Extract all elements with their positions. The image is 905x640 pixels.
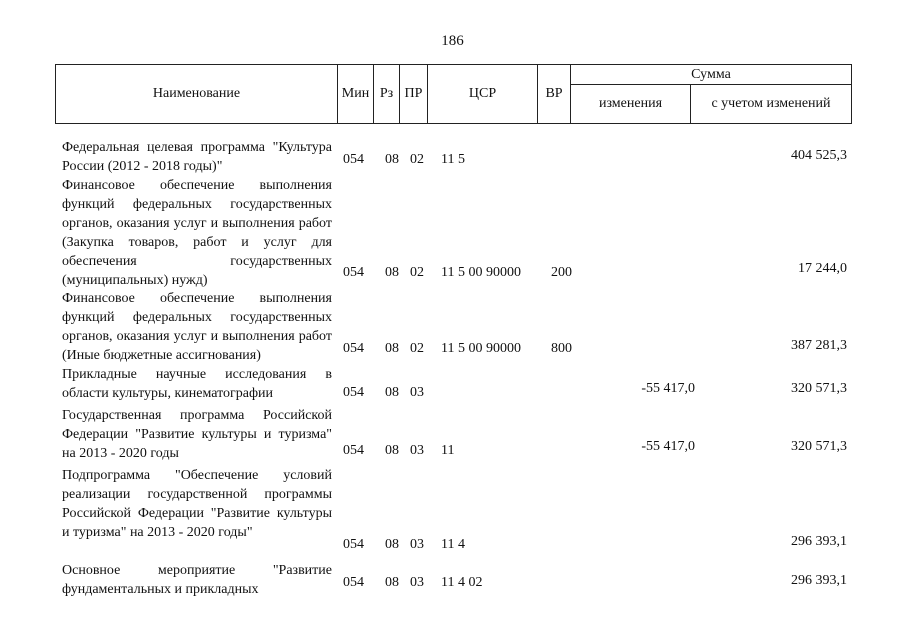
row-min: 054	[343, 575, 364, 590]
row-rz: 08	[385, 152, 399, 167]
header-with-changes: с учетом изменений	[691, 85, 852, 124]
row-csr: 11 5 00 90000	[441, 341, 521, 356]
row-csr: 11 4 02	[441, 575, 483, 590]
row-pr: 03	[410, 537, 424, 552]
row-min: 054	[343, 385, 364, 400]
page-number: 186	[441, 33, 464, 49]
row-min: 054	[343, 152, 364, 167]
header-vr: ВР	[538, 65, 571, 124]
row-total: 404 525,3	[791, 148, 847, 163]
row-name: Прикладные научные исследования в области культуры, кинематографии	[62, 367, 332, 401]
row-total: 320 571,3	[791, 381, 847, 396]
row-name: Федеральная целевая программа "Культура России (2012 - 2018 годы)"	[62, 140, 332, 174]
row-total: 296 393,1	[791, 573, 847, 588]
header-min: Мин	[338, 65, 374, 124]
row-vr: 200	[551, 265, 572, 280]
row-rz: 08	[385, 385, 399, 400]
row-pr: 03	[410, 443, 424, 458]
row-csr: 11	[441, 443, 455, 458]
row-csr: 11 5 00 90000	[441, 265, 521, 280]
header-csr: ЦСР	[428, 65, 538, 124]
row-name: Государственная программа Российской Федерации "Развитие культуры и туризма" на 2013 - 2020 годы	[62, 408, 332, 461]
row-csr: 11 5	[441, 152, 465, 167]
header-pr: ПР	[400, 65, 428, 124]
row-rz: 08	[385, 443, 399, 458]
row-change: -55 417,0	[641, 439, 695, 454]
row-change: -55 417,0	[641, 381, 695, 396]
row-rz: 08	[385, 265, 399, 280]
row-rz: 08	[385, 341, 399, 356]
row-total: 17 244,0	[798, 261, 847, 276]
row-rz: 08	[385, 537, 399, 552]
header-rz: Рз	[374, 65, 400, 124]
row-rz: 08	[385, 575, 399, 590]
row-name: Финансовое обеспечение выполнения функций федеральных государственных органов, оказания услуг и выполнения работ (Закупка товаров, работ и услуг для обеспечения государственных (муниципальных) нужд)	[62, 178, 332, 288]
header-changes: изменения	[571, 85, 691, 124]
row-pr: 02	[410, 152, 424, 167]
row-vr: 800	[551, 341, 572, 356]
row-name: Финансовое обеспечение выполнения функций федеральных государственных органов, оказания услуг и выполнения работ (Иные бюджетные ассигнования)	[62, 291, 332, 363]
header-name: Наименование	[56, 65, 338, 124]
row-pr: 03	[410, 575, 424, 590]
row-csr: 11 4	[441, 537, 465, 552]
row-name: Подпрограмма "Обеспечение условий реализации государственной программы Российской Федерации "Развитие культуры и туризма" на 2013 - 2020 годы"	[62, 468, 332, 540]
row-pr: 03	[410, 385, 424, 400]
row-total: 296 393,1	[791, 534, 847, 549]
row-min: 054	[343, 443, 364, 458]
header-sum: Сумма	[571, 65, 852, 85]
row-min: 054	[343, 537, 364, 552]
row-min: 054	[343, 341, 364, 356]
row-total: 387 281,3	[791, 338, 847, 353]
row-total: 320 571,3	[791, 439, 847, 454]
row-name: Основное мероприятие "Развитие фундаментальных и прикладных	[62, 563, 332, 597]
row-pr: 02	[410, 265, 424, 280]
row-pr: 02	[410, 341, 424, 356]
row-min: 054	[343, 265, 364, 280]
table-header	[55, 64, 852, 124]
